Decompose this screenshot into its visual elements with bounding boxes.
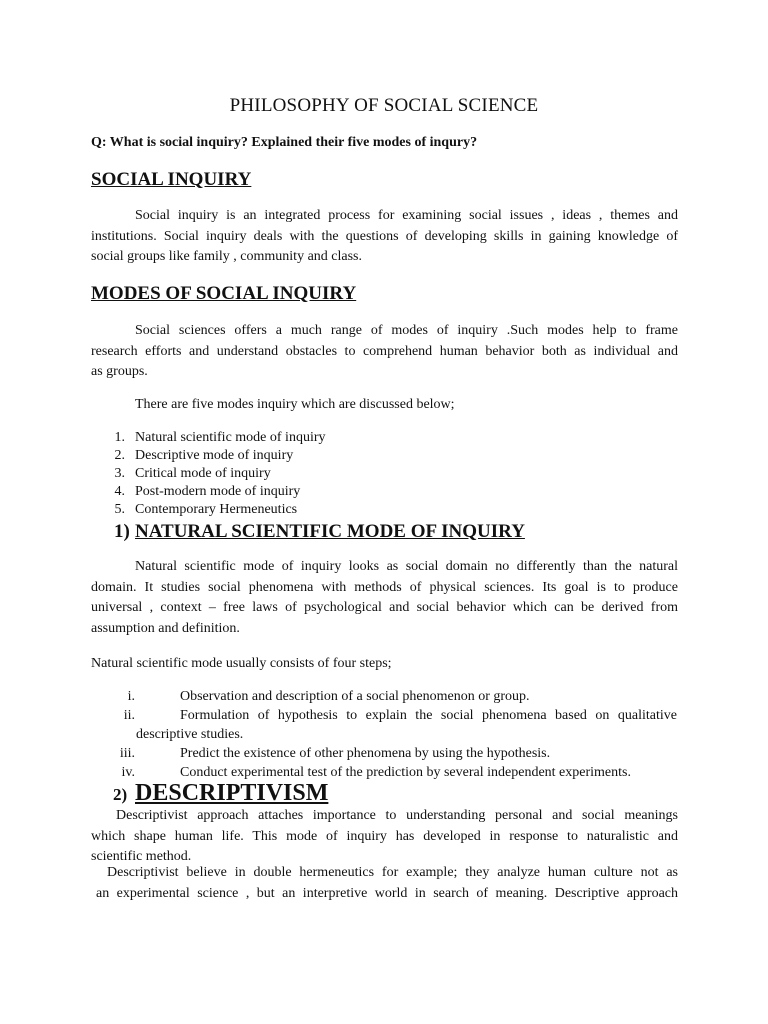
roman-number: iv. <box>121 765 135 780</box>
paragraph-descriptivism-1 <box>91 806 678 868</box>
paragraph-modes <box>91 321 678 383</box>
paragraph-descriptivism-2 <box>96 863 678 904</box>
paragraph-line: institutions. Social inquiry deals with the questions of developing skills in gaining knowledge of <box>91 228 678 244</box>
step-text: Formulation of hypothesis to explain the social phenomena based on qualitative <box>180 708 677 723</box>
heading-descriptivism: DESCRIPTIVISM <box>135 780 329 806</box>
roman-number: i. <box>127 689 135 704</box>
section-number-1: 1) <box>114 521 130 542</box>
list-item <box>91 429 491 447</box>
paragraph-line: Social inquiry is an integrated process for examining social issues , ideas , themes and <box>135 208 678 223</box>
paragraph-line: Social sciences offers a much range of modes of inquiry .Such modes help to frame <box>135 323 678 338</box>
paragraph-social-inquiry <box>91 206 678 268</box>
paragraph-line: assumption and definition. <box>91 620 240 636</box>
step-text: Predict the existence of other phenomena by using the hypothesis. <box>180 746 551 761</box>
list-number: 1. <box>114 430 125 445</box>
list-number: 3. <box>114 466 125 481</box>
list-item <box>90 706 768 744</box>
paragraph-line: which shape human life. This mode of inquiry has developed in response to naturalistic and <box>91 828 678 844</box>
paragraph-line: Descriptivist approach attaches importance to understanding personal and social meanings <box>116 808 678 823</box>
paragraph-line: as groups. <box>91 364 148 380</box>
list-number: 4. <box>114 484 125 499</box>
section-number-2: 2) <box>113 785 128 804</box>
list-text: Critical mode of inquiry <box>135 466 271 481</box>
page-title: PHILOSOPHY OF SOCIAL SCIENCE <box>229 95 539 116</box>
list-item <box>91 447 491 465</box>
list-text: Descriptive mode of inquiry <box>135 448 294 463</box>
list-item <box>90 687 768 706</box>
paragraph-line: Descriptivist believe in double hermeneutics for example; they analyze human culture not as <box>107 865 678 880</box>
list-item <box>90 744 768 763</box>
paragraph-line: domain. It studies social phenomena with methods of physical sciences. Its goal is to produce <box>91 579 678 595</box>
list-item <box>91 465 491 483</box>
paragraph-line: social groups like family , community and class. <box>91 249 363 265</box>
question-text: Q: What is social inquiry? Explained their five modes of inqury? <box>91 135 478 150</box>
list-number: 5. <box>114 502 125 517</box>
paragraph-line: Natural scientific mode of inquiry looks as social domain no differently than the natural <box>135 559 678 574</box>
modes-intro: There are five modes inquiry which are discussed below; <box>135 397 455 412</box>
paragraph-line: research efforts and understand obstacles to comprehend human behavior both as individual and <box>91 343 678 359</box>
list-text: Natural scientific mode of inquiry <box>135 430 326 445</box>
list-item <box>91 501 491 519</box>
paragraph-line: universal , context – free laws of psychological and social behavior which can be derived from <box>91 600 678 616</box>
heading-natural-scientific-mode: NATURAL SCIENTIFIC MODE OF INQUIRY <box>135 521 525 542</box>
roman-number: iii. <box>119 746 135 761</box>
list-item <box>91 483 491 501</box>
paragraph-line: an experimental science , but an interpretive world in search of meaning. Descriptive approach <box>96 885 678 901</box>
step-text: Observation and description of a social phenomenon or group. <box>180 689 530 704</box>
list-number: 2. <box>114 448 125 463</box>
step-text-continued: descriptive studies. <box>136 727 244 742</box>
modes-list <box>91 429 491 519</box>
steps-list <box>90 687 768 782</box>
steps-intro: Natural scientific mode usually consists of four steps; <box>91 656 392 671</box>
list-text: Contemporary Hermeneutics <box>135 502 298 517</box>
roman-number: ii. <box>123 708 135 723</box>
paragraph-line: scientific method. <box>91 849 192 865</box>
heading-social-inquiry: SOCIAL INQUIRY <box>91 169 252 190</box>
heading-modes-of-social-inquiry: MODES OF SOCIAL INQUIRY <box>91 283 357 304</box>
step-text: Conduct experimental test of the prediction by several independent experiments. <box>180 765 631 780</box>
list-text: Post-modern mode of inquiry <box>135 484 301 499</box>
paragraph-natural <box>91 557 678 639</box>
